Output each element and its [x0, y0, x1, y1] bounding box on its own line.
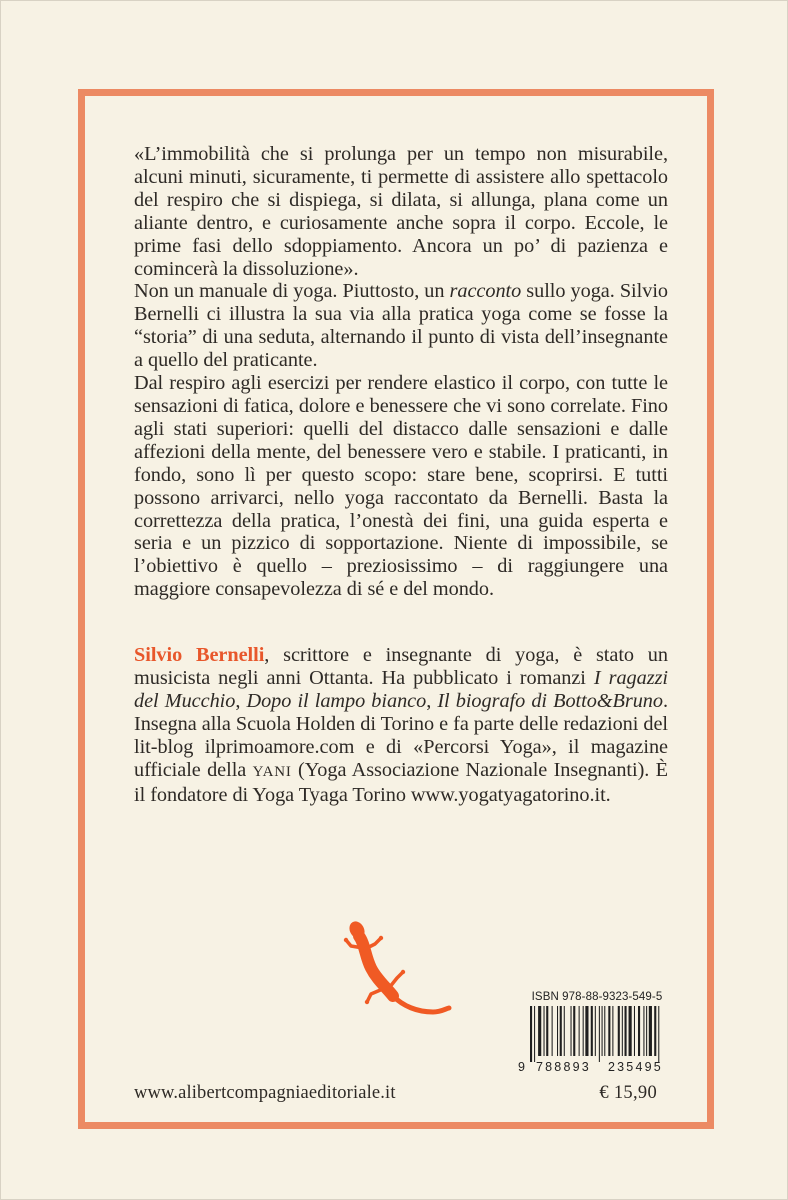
book-title-1: I ragazzi del Mucchio — [134, 667, 668, 712]
barcode-digits-right: 235495 — [608, 1060, 663, 1074]
lizard-icon — [341, 916, 456, 1026]
author-name: Silvio Bernelli — [134, 644, 265, 667]
back-cover-text — [134, 143, 668, 806]
barcode-icon — [518, 1006, 676, 1062]
author-bio: Silvio Bernelli, scrittore e insegnante di yoga, è stato un musicista negli anni Ottanta. Ha pubblicato i romanzi I ragazzi del Mucchio, Dopo il lampo bianco, Il biografo di Botto&Bruno. Insegna alla Scuola Holden di Torino e fa parte delle redazioni del lit-blog ilprimoamore.com e di «Percorsi Yoga», il magazine ufficiale della YANI (Yoga Associazione Nazionale Insegnanti). È il fondatore di Yoga Tyaga Torino www.yogatyagatorino.it. — [134, 644, 668, 806]
barcode-digits-left: 788893 — [536, 1060, 591, 1074]
publisher-website: www.alibertcompagniaeditoriale.it — [134, 1083, 396, 1103]
book-title-3: Il biografo di Botto&Bruno — [437, 689, 663, 712]
yani-acronym: YANI — [252, 763, 292, 780]
barcode-digit-lead: 9 — [518, 1060, 525, 1074]
racconto-italic: racconto — [449, 280, 522, 303]
quote-paragraph: «L’immobilità che si prolunga per un tempo non misurabile, alcuni minuti, sicuramente, ti permette di assistere allo spettacolo del respiro che si dispiega, si dilata, si allunga, plana come un aliante dentro, e curiosamente anche sopra il corpo. Eccole, le prime fasi dello sdoppiamento. Ancora un po’ di pazienza e comincerà la dissoluzione». — [134, 143, 668, 280]
barcode-digits — [518, 1060, 676, 1074]
description-paragraph-1: Non un manuale di yoga. Piuttosto, un racconto sullo yoga. Silvio Bernelli ci illustra la sua via alla pratica yoga come se fosse la “storia” di una seduta, alternando il punto di vista dell’insegnante a quello del praticante. — [134, 280, 668, 372]
isbn-label: ISBN 978-88-9323-549-5 — [531, 991, 663, 1003]
description-paragraph-2: Dal respiro agli esercizi per rendere elastico il corpo, con tutte le sensazioni di fatica, dolore e benessere che vi sono correlate. Fino agli stati superiori: quelli del distacco dalle sensazioni e dalle affezioni della mente, del benessere vero e stabile. I praticanti, in fondo, sono lì per questo scopo: stare bene, scoprirsi. E tutti possono arrivarci, nello yoga raccontato da Bernelli. Basta la correttezza della pratica, l’onestà dei fini, una guida esperta e seria e un pizzico di sopportazione. Niente di impossibile, se l’obiettivo è quello – preziosissimo – di raggiungere una maggiore consapevolezza di sé e del mondo. — [134, 372, 668, 601]
book-title-2: Dopo il lampo bianco — [246, 689, 427, 712]
price: € 15,90 — [599, 1083, 657, 1103]
isbn-block — [518, 991, 676, 1074]
